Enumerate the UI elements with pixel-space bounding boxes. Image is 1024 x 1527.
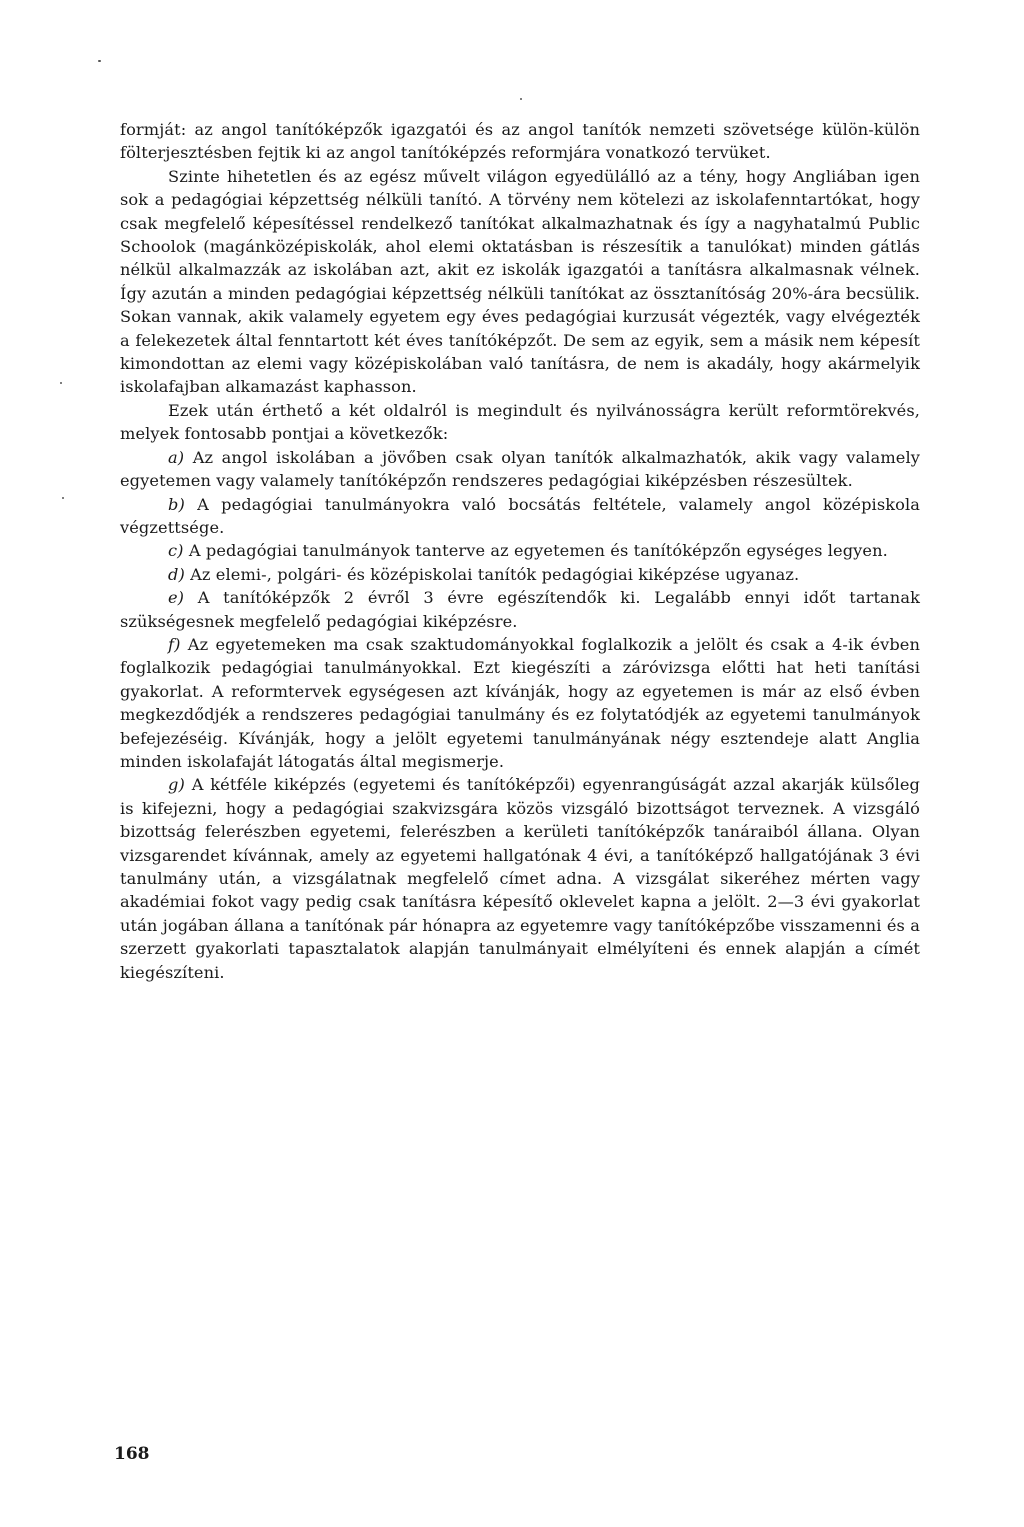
list-item-a (120, 446, 920, 493)
document-page (120, 118, 920, 1498)
paragraph-intro (120, 118, 920, 165)
list-label: e) (168, 588, 185, 608)
list-label: f) (168, 634, 181, 654)
paragraph-text: Ezek után érthető a két oldalról is megindult és nyilvánosságra került reformtörekvés, melyek fontosabb pontjai a következők: (120, 400, 920, 444)
page-number: 168 (114, 1444, 150, 1464)
scan-speck (60, 382, 62, 384)
paragraph-text: Az elemi-, polgári- és középiskolai tanítók pedagógiai kiképzése ugyanaz. (190, 564, 800, 584)
scan-speck (98, 60, 101, 62)
list-label: g) (168, 775, 185, 795)
list-label: d) (168, 564, 185, 584)
paragraph-text: A kétféle kiképzés (egyetemi és tanítóképzői) egyenrangúságát azzal akarják külsőleg is kifejezni, hogy a pedagógiai szakvizsgára közös vizsgáló bizottságot terveznek. A vizsgáló bizottság felerészben egyetemi, felerészben a kerületi tanítóképzők tanáraiból állana. Olyan vizsgarendet kívánnak, amely az egyetemi hallgatónak 4 évi, a tanítóképző hallgatójának 3 évi tanulmány után, a vizsgálatnak megfelelő címet adna. A vizsgálat sikeréhez mérten vagy akadémiai fokot vagy pedig csak tanításra képesítő oklevelet kapna a jelölt. 2—3 évi gyakorlat után jogában állana a tanítónak pár hónapra az egyetemre vagy tanítóképzőbe visszamenni és a szerzett gyakorlati tapasztalatok alapján tanulmányait elmélyíteni és ennek alapján a címét kiegészíteni. (120, 775, 920, 982)
paragraph-text: Szinte hihetetlen és az egész művelt világon egyedülálló az a tény, hogy Angliában igen sok a pedagógiai képzettség nélküli tanító. A törvény nem kötelezi az iskolafenntartókat, hogy csak megfelelő képesítéssel rendelkező tanítókat alkalmazhatnak és így a nagyhatalmú Public Schoolok (magánközépiskolák, ahol elemi oktatásban is részesítik a tanulókat) minden gátlás nélkül alkalmazzák az iskolában azt, akit ez iskolák igazgatói a tanításra alkalmasnak vélnek. Így azután a minden pedagógiai képzettség nélküli tanítókat az össztanítóság 20%-ára becsülik. Sokan vannak, akik valamely egyetem egy éves pedagógiai kurzusát végezték, vagy elvégezték a felekezetek által fenntartott két éves tanítóképzőt. De sem az egyik, sem a másik nem képesít kimondottan az elemi vagy középiskolában való tanításra, de nem is akadály, hogy akármelyik iskolafajban alkamazást kaphasson. (120, 166, 920, 397)
list-label: a) (168, 447, 185, 467)
list-item-d (120, 563, 920, 586)
list-item-g (120, 773, 920, 984)
list-item-f (120, 633, 920, 773)
scan-speck (62, 497, 64, 499)
list-item-e (120, 586, 920, 633)
list-label: b) (168, 494, 185, 514)
list-item-b (120, 493, 920, 540)
paragraph-text: A pedagógiai tanulmányokra való bocsátás feltétele, valamely angol középiskola végzettsége. (120, 494, 921, 537)
paragraph-situation (120, 165, 920, 399)
paragraph-text: Az egyetemeken ma csak szaktudományokkal foglalkozik a jelölt és csak a 4-ik évben foglalkozik pedagógiai tanulmányokkal. Ezt kiegészíti a záróvizsga előtti hat heti tanítási gyakorlat. A reformtervek egységesen azt kívánják, hogy az egyetemen is már az első évben megkezdődjék a rendszeres pedagógiai tanulmány és ez folytatódjék az egyetemi tanulmányok befejezéséig. Kívánják, hogy a jelölt egyetemi tanulmányának négy esztendeje alatt Anglia minden iskolafaját látogatás által megismerje. (120, 634, 920, 771)
paragraph-text: A tanítóképzők 2 évről 3 évre egészítendők ki. Legalább ennyi időt tartanak szükségesnek megfelelő pedagógiai kiképzésre. (120, 588, 920, 631)
list-item-c (120, 539, 920, 562)
paragraph-text: A pedagógiai tanulmányok tanterve az egyetemen és tanítóképzőn egységes legyen. (188, 541, 888, 561)
paragraph-reform-intro (120, 399, 920, 446)
paragraph-text: Az angol iskolában a jövőben csak olyan tanítók alkalmazhatók, akik vagy valamely egyetemen vagy valamely tanítóképzőn rendszeres pedagógiai kiképzésben részesültek. (120, 447, 920, 491)
paragraph-text: formját: az angol tanítóképzők igazgatói és az angol tanítók nemzeti szövetsége külön-külön fölterjesztésben fejtik ki az angol tanítóképzés reformjára vonatkozó tervüket. (120, 120, 920, 163)
body-text (120, 118, 920, 984)
scan-speck (520, 98, 522, 100)
list-label: c) (168, 541, 184, 561)
